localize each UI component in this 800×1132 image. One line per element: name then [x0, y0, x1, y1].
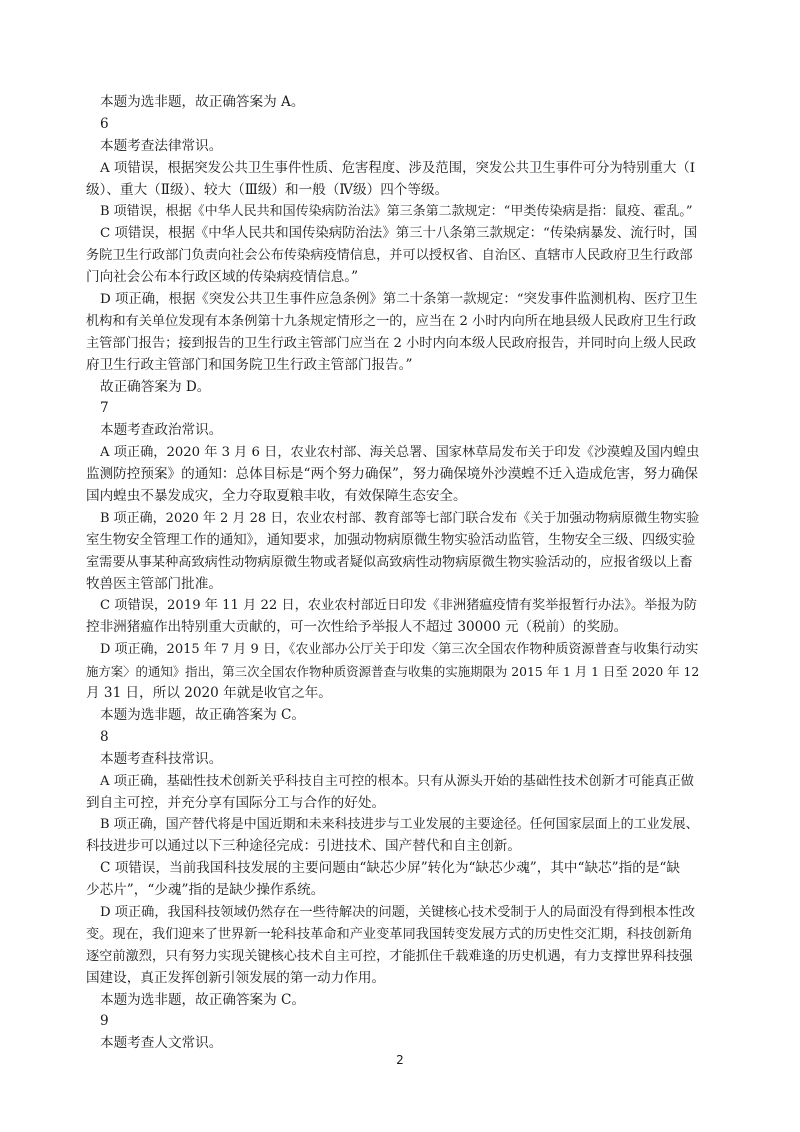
paragraph-continuation-line: 变。现在，我们迎来了世界新一轮科技革命和产业变革同我国转变发展方式的历史性交汇期，科技创新角	[86, 926, 693, 942]
page-number: 2	[396, 1053, 404, 1067]
paragraph-line: C 项错误，2019 年 11 月 22 日，农业农村部近日印发《非洲猪瘟疫情有奖举报暂行办法》。举报为防	[100, 598, 697, 614]
paragraph-continuation-line: 级）、重大（Ⅱ级）、较大（Ⅲ级）和一般（Ⅳ级）四个等级。	[86, 181, 449, 198]
paragraph-line: 本题为选非题，故正确答案为 A。	[100, 94, 305, 110]
paragraph-continuation-line: 门向社会公布本行政区域的传染病疫情信息。”	[86, 269, 359, 286]
paragraph-line: 本题考查人文常识。	[100, 1035, 223, 1052]
paragraph-continuation-line: 少芯片”，“少魂”指的是缺少操作系统。	[86, 882, 325, 899]
paragraph-line: 本题为选非题，故正确答案为 C。	[100, 706, 306, 723]
paragraph-line: C 项错误，根据《中华人民共和国传染病防治法》第三十八条第三款规定：“传染病暴发、流行时，国	[100, 226, 698, 242]
paragraph-line: B 项正确，国产替代将是中国近期和未来科技进步与工业发展的主要途径。任何国家层面上的工业发展、	[100, 817, 699, 833]
paragraph-continuation-line: 施方案〉的通知》指出，第三次全国农作物种质资源普查与收集的实施期限为 2015 年 1 月 1 日至 2020 年 12	[86, 664, 700, 680]
paragraph-continuation-line: 监测防控预案》的通知：总体目标是“两个努力确保”，努力确保境外沙漠蝗不迁入造成危害，努力确保	[86, 466, 699, 483]
paragraph-continuation-line: 府卫生行政主管部门和国务院卫生行政主管部门报告。”	[86, 356, 413, 373]
paragraph-line: A 项错误，根据突发公共卫生事件性质、危害程度、涉及范围，突发公共卫生事件可分为特别重大（Ⅰ	[100, 160, 696, 176]
paragraph-continuation-line: 国内蝗虫不暴发成灾，全力夺取夏粮丰收，有效保障生态安全。	[86, 488, 467, 505]
paragraph-continuation-line: 逐空前激烈，只有努力实现关键核心技术自主可控，才能抓住千载难逢的历史机遇，有力支撑世界科技强	[86, 948, 693, 964]
document-body	[86, 92, 700, 1055]
question-number: 8	[100, 728, 109, 745]
question-number: 7	[100, 400, 109, 417]
paragraph-continuation-line: 务院卫生行政部门负责向社会公布传染病疫情信息，并可以授权省、自治区、直辖市人民政府卫生行政部	[86, 248, 693, 264]
paragraph-continuation-line: 室需要从事某种高致病性动物病原微生物或者疑似高致病性动物病原微生物实验活动的，应报省级以上畜	[86, 554, 693, 570]
paragraph-line: A 项正确，基础性技术创新关乎科技自主可控的根本。只有从源头开始的基础性技术创新才可能真正做	[100, 773, 694, 789]
question-number: 9	[100, 1013, 109, 1030]
paragraph-continuation-line: 月 31 日，所以 2020 年就是收官之年。	[86, 685, 332, 702]
paragraph-continuation-line: 科技进步可以通过以下三种途径完成：引进技术、国产替代和自主创新。	[86, 838, 521, 855]
paragraph-continuation-line: 到自主可控，并充分享有国际分工与合作的好处。	[86, 794, 386, 811]
paragraph-continuation-line: 国建设，真正发挥创新引领发展的第一动力作用。	[86, 969, 386, 986]
paragraph-line: B 项错误，根据《中华人民共和国传染病防治法》第三条第二款规定：“甲类传染病是指：鼠疫、霍乱。”	[100, 204, 693, 220]
paragraph-line: B 项正确，2020 年 2 月 28 日，农业农村部、教育部等七部门联合发布《关于加强动物病原微生物实验	[100, 510, 700, 526]
paragraph-line: 本题考查法律常识。	[100, 137, 223, 154]
paragraph-continuation-line: 室生物安全管理工作的通知》，通知要求，加强动物病原微生物实验活动监管，生物安全三级、四级实验	[86, 532, 696, 548]
paragraph-line: C 项错误，当前我国科技发展的主要问题由“缺芯少屏”转化为“缺芯少魂”，其中“缺芯”指的是“缺	[100, 860, 680, 877]
paragraph-continuation-line: 机构和有关单位发现有本条例第十九条规定情形之一的，应当在 2 小时内向所在地县级人民政府卫生行政	[86, 313, 697, 329]
question-number: 6	[100, 115, 109, 132]
paragraph-line: D 项正确，我国科技领域仍然存在一些待解决的问题，关键核心技术受制于人的局面没有得到根本性改	[100, 904, 696, 920]
paragraph-line: 故正确答案为 D。	[100, 378, 211, 395]
paragraph-line: D 项正确，2015 年 7 月 9 日，《农业部办公厅关于印发〈第三次全国农作物种质资源普查与收集行动实	[100, 642, 699, 658]
paragraph-line: 本题考查科技常识。	[100, 750, 223, 767]
paragraph-continuation-line: 主管部门报告；接到报告的卫生行政主管部门应当在 2 小时内向本级人民政府报告，并同时向上级人民政	[86, 335, 697, 351]
paragraph-line: D 项正确，根据《突发公共卫生事件应急条例》第二十条第一款规定：“突发事件监测机构、医疗卫生	[100, 292, 698, 308]
paragraph-continuation-line: 控非洲猪瘟作出特别重大贡献的，可一次性给予举报人不超过 30000 元（税前）的奖励。	[86, 619, 628, 636]
paragraph-line: 本题为选非题，故正确答案为 C。	[100, 991, 306, 1008]
paragraph-line: 本题考查政治常识。	[100, 422, 223, 439]
paragraph-continuation-line: 牧兽医主管部门批准。	[86, 575, 222, 592]
paragraph-line: A 项正确，2020 年 3 月 6 日，农业农村部、海关总署、国家林草局发布关于印发《沙漠蝗及国内蝗虫	[100, 445, 700, 461]
